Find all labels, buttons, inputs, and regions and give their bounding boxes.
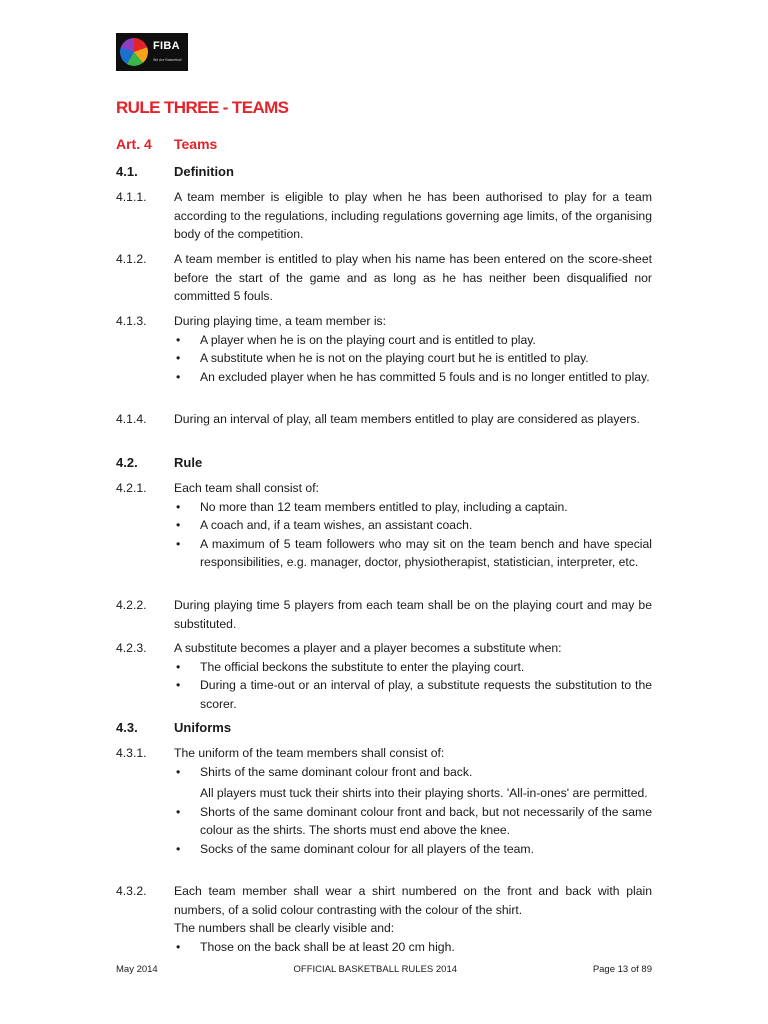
section-heading <box>116 454 652 473</box>
logo-tagline: We Are Basketball <box>153 58 182 62</box>
clause-text: During playing time, a team member is: <box>174 314 387 328</box>
clause <box>116 596 652 633</box>
bullet-note: All players must tuck their shirts into their playing shorts. 'All-in-ones' are permitted. <box>200 786 648 800</box>
clause <box>116 188 652 244</box>
list-item: • A player when he is on the playing court and is entitled to play. <box>174 331 652 350</box>
page-number: Page 13 of 89 <box>592 964 652 975</box>
list-item: • Shirts of the same dominant colour front and back. <box>174 763 652 782</box>
page-footer <box>116 964 652 975</box>
clause <box>116 882 652 956</box>
clause <box>116 312 652 386</box>
clause-text: Each team shall consist of: <box>174 481 319 495</box>
clause-text-continued: The numbers shall be clearly visible and: <box>174 921 395 935</box>
clause-text: A team member is eligible to play when he has been authorised to play for a team according to the regulations, including regulations governing age limits, of the organising body of the competition. <box>174 190 652 241</box>
clause-text: The uniform of the team members shall consist of: <box>174 746 445 760</box>
clause-number: 4.1.4. <box>116 412 147 426</box>
list-item: • The official beckons the substitute to enter the playing court. <box>174 658 652 677</box>
bullet-list <box>174 331 652 387</box>
list-item: • Those on the back shall be at least 20 cm high. <box>174 938 652 957</box>
list-item: • No more than 12 team members entitled to play, including a captain. <box>174 498 652 517</box>
clause-number: 4.2.1. <box>116 481 147 495</box>
clause <box>116 250 652 306</box>
clause <box>116 744 652 858</box>
list-item: • A substitute when he is not on the playing court but he is entitled to play. <box>174 349 652 368</box>
section-heading <box>116 719 652 738</box>
bullet-list <box>174 498 652 572</box>
section-title: Uniforms <box>174 720 232 735</box>
list-item: • Socks of the same dominant colour for all players of the team. <box>174 840 652 859</box>
clause-text: Each team member shall wear a shirt numbered on the front and back with plain numbers, of a solid colour contrasting with the colour of the shirt. <box>174 884 652 917</box>
clause-number: 4.1.2. <box>116 252 147 266</box>
article-number: Art. 4 <box>116 136 152 152</box>
list-item: • A coach and, if a team wishes, an assistant coach. <box>174 516 652 535</box>
clause-text: A substitute becomes a player and a player becomes a substitute when: <box>174 641 562 655</box>
list-item: • An excluded player when he has committed 5 fouls and is no longer entitled to play. <box>174 368 652 387</box>
list-item: • During a time-out or an interval of play, a substitute requests the substitution to the scorer. <box>174 676 652 713</box>
bullet-list <box>174 658 652 714</box>
article-title: Teams <box>174 136 218 152</box>
bullet-list <box>174 763 652 782</box>
section-number: 4.1. <box>116 164 138 179</box>
clause-number: 4.1.1. <box>116 190 147 204</box>
logo-text: FIBA <box>153 40 180 52</box>
clause-text: A team member is entitled to play when his name has been entered on the score-sheet before the start of the game and as long as he has neither been disqualified nor committed 5 fouls. <box>174 252 652 303</box>
clause-number: 4.2.2. <box>116 598 147 612</box>
basketball-icon <box>120 38 148 66</box>
section-number: 4.2. <box>116 455 138 470</box>
list-item: • Shorts of the same dominant colour front and back, but not necessarily of the same colour as the shirts. The shorts must end above the knee. <box>174 803 652 840</box>
rule-title: RULE THREE - TEAMS <box>116 98 289 117</box>
bullet-list <box>174 938 652 957</box>
clause-text: During playing time 5 players from each team shall be on the playing court and may be substituted. <box>174 598 652 631</box>
article-heading <box>116 136 656 152</box>
clause-text: During an interval of play, all team members entitled to play are considered as players. <box>174 412 640 426</box>
clause-number: 4.1.3. <box>116 314 147 328</box>
section-number: 4.3. <box>116 720 138 735</box>
list-item: • A maximum of 5 team followers who may sit on the team bench and have special responsibilities, e.g. manager, doctor, physiotherapist, statistician, interpreter, etc. <box>174 535 652 572</box>
clause <box>116 410 652 429</box>
clause-number: 4.3.2. <box>116 884 147 898</box>
section-title: Rule <box>174 455 203 470</box>
clause-number: 4.3.1. <box>116 746 147 760</box>
clause-number: 4.2.3. <box>116 641 147 655</box>
clause <box>116 639 652 713</box>
section-title: Definition <box>174 164 234 179</box>
footer-date: May 2014 <box>116 964 158 975</box>
bullet-list <box>174 803 652 859</box>
footer-title: OFFICIAL BASKETBALL RULES 2014 <box>293 964 458 975</box>
section-heading <box>116 163 652 182</box>
fiba-logo <box>116 33 188 71</box>
clause <box>116 479 652 572</box>
